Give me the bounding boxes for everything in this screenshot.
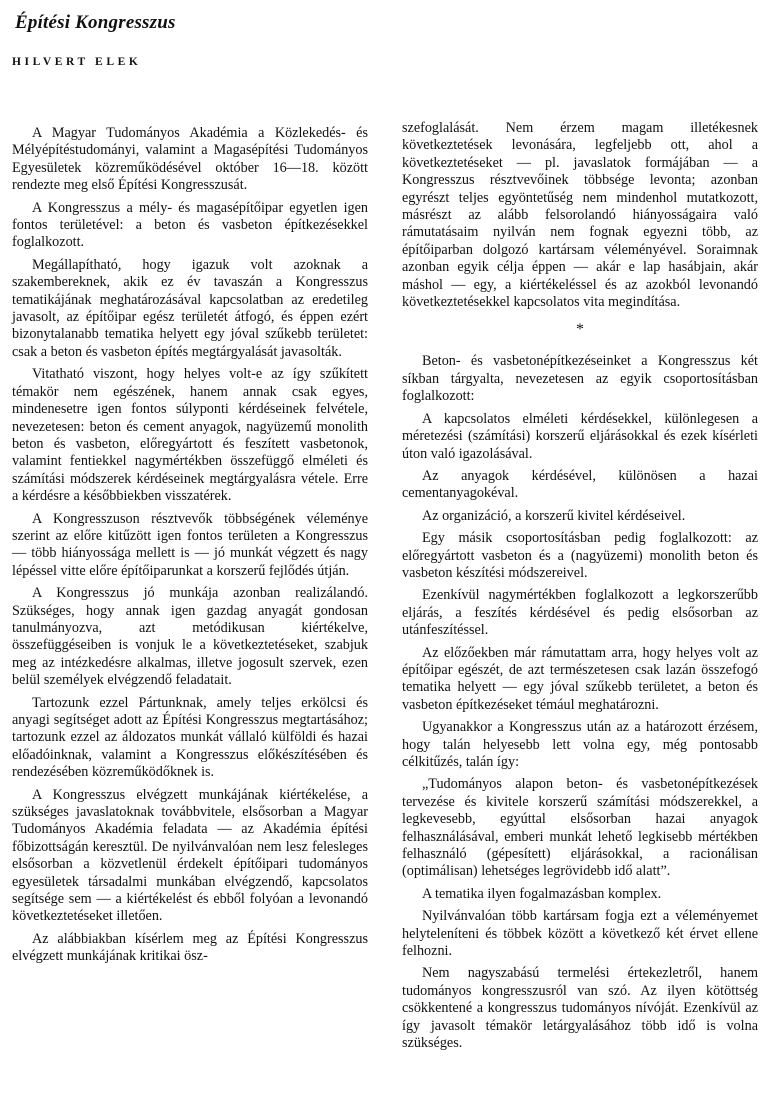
paragraph: Beton- és vasbetonépítkezéseinket a Kongresszus két síkban tárgyalta, nevezetesen az egyik csoportosításban foglalkozott: [402,353,758,405]
paragraph: Megállapítható, hogy igazuk volt azoknak a szakembereknek, akik ez év tavaszán a Kongresszus tematikájának meghatározásával kapcsolatban az eredetileg javasolt, az építőipar egész területét átfogó, és éppen ezért bizonytalanabb tematika helyett egy jóval szűkebb területet: csak a beton és vasbeton építés megtárgyalását javasolták. [12,256,368,360]
right-column [402,120,758,1058]
paragraph: Az organizáció, a korszerű kivitel kérdéseivel. [422,507,686,524]
paragraph: Egy másik csoportosításban pedig foglalkozott: az előregyártott vasbeton és a (nagyüzemi) monolith beton és vasbeton készítési módszereivel. [402,530,758,581]
paragraph: Az anyagok kérdésével, különösen a hazai cementanyagokéval. [402,467,758,502]
paragraph: Ugyanakkor a Kongresszus után az a határozott érzésem, hogy talán helyesebb lett volna egy, még pontosabb célkitűzés, talán így: [402,719,758,770]
paragraph: A Kongresszus elvégzett munkájának kiértékelése, a szükséges javaslatoknak továbbvitele, elsősorban a Magyar Tudományos Akadémia feladata — az Akadémia építési főbizottságán keresztül. De nyilvánvalóan nem lesz felesleges elsősorban a közvetlenül érdekelt építőipari tudományos egyesületek társadalmi munkában elvégzendő, kapcsolatos segítsége sem — a kiértékelést és ebből folyóan a levonandó következtetéseket illetően. [12,786,368,925]
paragraph: Tartozunk ezzel Pártunknak, amely teljes erkölcsi és anyagi segítséget adott az Építési Kongresszus megtartásához; tartozunk ezzel az áldozatos munkát vállaló külföldi és hazai előadóinknak, valamint a Kongresszus előkészítésében és rendezésében közreműködőknek is. [12,694,368,781]
paragraph: A Kongresszus jó munkája azonban realizálandó. Szükséges, hogy annak igen gazdag anyagát gondosan tanulmányozva, azt metódikusan kiértékelve, összefüggéseiben is vonjuk le a következtetéseket, szabjuk meg az intézkedésre alkalmas, illetve jogosult szervek, ezen belül személyek elvégzendő feladatait. [12,585,368,689]
paragraph: A Magyar Tudományos Akadémia a Közlekedés- és Mélyépítéstudományi, valamint a Magasépítési Tudományos Egyesületek közreműködésével október 16—18. között rendezte meg első Építési Kongresszusát. [12,125,368,194]
section-separator: * [576,321,584,339]
paragraph: Az alábbiakban kísérlem meg az Építési Kongresszus elvégzett munkájának kritikai ösz- [12,930,368,965]
paragraph: Nem nagyszabású termelési értekezletről, hanem tudományos kongresszusról van szó. Az ilyen kötöttség csökkentené a kongresszus tudományos nívóját. Ezenkívül az így javasolt témakör letárgyalásához több idő is volna szükséges. [402,965,758,1052]
left-column [12,125,368,971]
paragraph: A Kongresszuson résztvevők többségének véleménye szerint az előre kitűzött igen fontos területen a Kongresszus — több hiányossága mellett is — jó munkát végzett és nagy lépéssel vitte előre építőiparunkat a korszerű fejlődés útján. [12,510,368,579]
paragraph: A kapcsolatos elméleti kérdésekkel, különlegesen a méretezési (számítási) korszerű eljárásokkal és ezek kísérleti úton való igazolásával. [402,410,758,462]
paragraph: Az előzőekben már rámutattam arra, hogy helyes volt az építőipar egészét, de azt természetesen csak lazán összefogó tematika helyett — egy jóval szűkebb területet, a beton és vasbeton építkezéseket témául meghatározni. [402,644,758,713]
paragraph: Ezenkívül nagymértékben foglalkozott a legkorszerűbb eljárás, a feszítés kérdésével és pedig elsősorban az utánfeszítéssel. [402,587,758,639]
paragraph: Nyilvánvalóan több kartársam fogja ezt a véleményemet helyteleníteni és többek között a következő két érvet ellene felhozni. [402,908,758,960]
paragraph: A Kongresszus a mély- és magasépítőipar egyetlen igen fontos területével: a beton és vasbeton építkezésekkel foglalkozott. [12,199,368,251]
author-byline: HILVERT ELEK [12,56,142,68]
quoted-paragraph: „Tudományos alapon beton- és vasbetonépítkezések tervezése és kivitele korszerű számítási módszerekkel, a legkevesebb, egyúttal elsősorban hazai anyagok felhasználásával, emberi munkát lehető legkisebb mértékben felhasználó (gépesített) eljárásokkal, a racionálisan (optimálisan) lehetséges legrövidebb idő alatt”. [402,776,758,880]
page-title: Építési Kongresszus [15,12,176,33]
paragraph: szefoglalását. Nem érzem magam illetékesnek következtetések levonására, legfeljebb ott, ahol a következtetéseket — pl. javaslatok formájában — a Kongresszus résztvevőinek többsége levonta; azonban egyrészt teljes egyöntetűség nem mindenhol mutatkozott, másrészt az alább felsorolandó hiányosságaira való rámutatásaim nyilván nem fognak egyezni több, az építőiparban dolgozó kartársam véleményével. Soraimnak azonban egyik célja éppen — akár e lap hasábjain, akár máshol — egy, a kiértékeléssel és az azokból levonandó következtetésekkel kapcsolatos vita megindítása. [402,120,758,311]
paragraph: Vitatható viszont, hogy helyes volt-e az így szűkített témakör nem egészének, hanem annak csak egyes, mindenesetre igen fontos súlyponti kérdéseinek felvétele, nevezetesen: beton és cement anyagok, nagyüzemű monolith beton és vasbeton, előregyártott és feszített vasbetonok, valamint fentiekkel nagymértékben összefüggő elméleti és számítási módszerek kérdéseinek megtárgyalásra vétele. Erre a kérdésre a későbbiekben visszatérek. [12,366,368,505]
paragraph: A tematika ilyen fogalmazásban komplex. [422,885,662,902]
